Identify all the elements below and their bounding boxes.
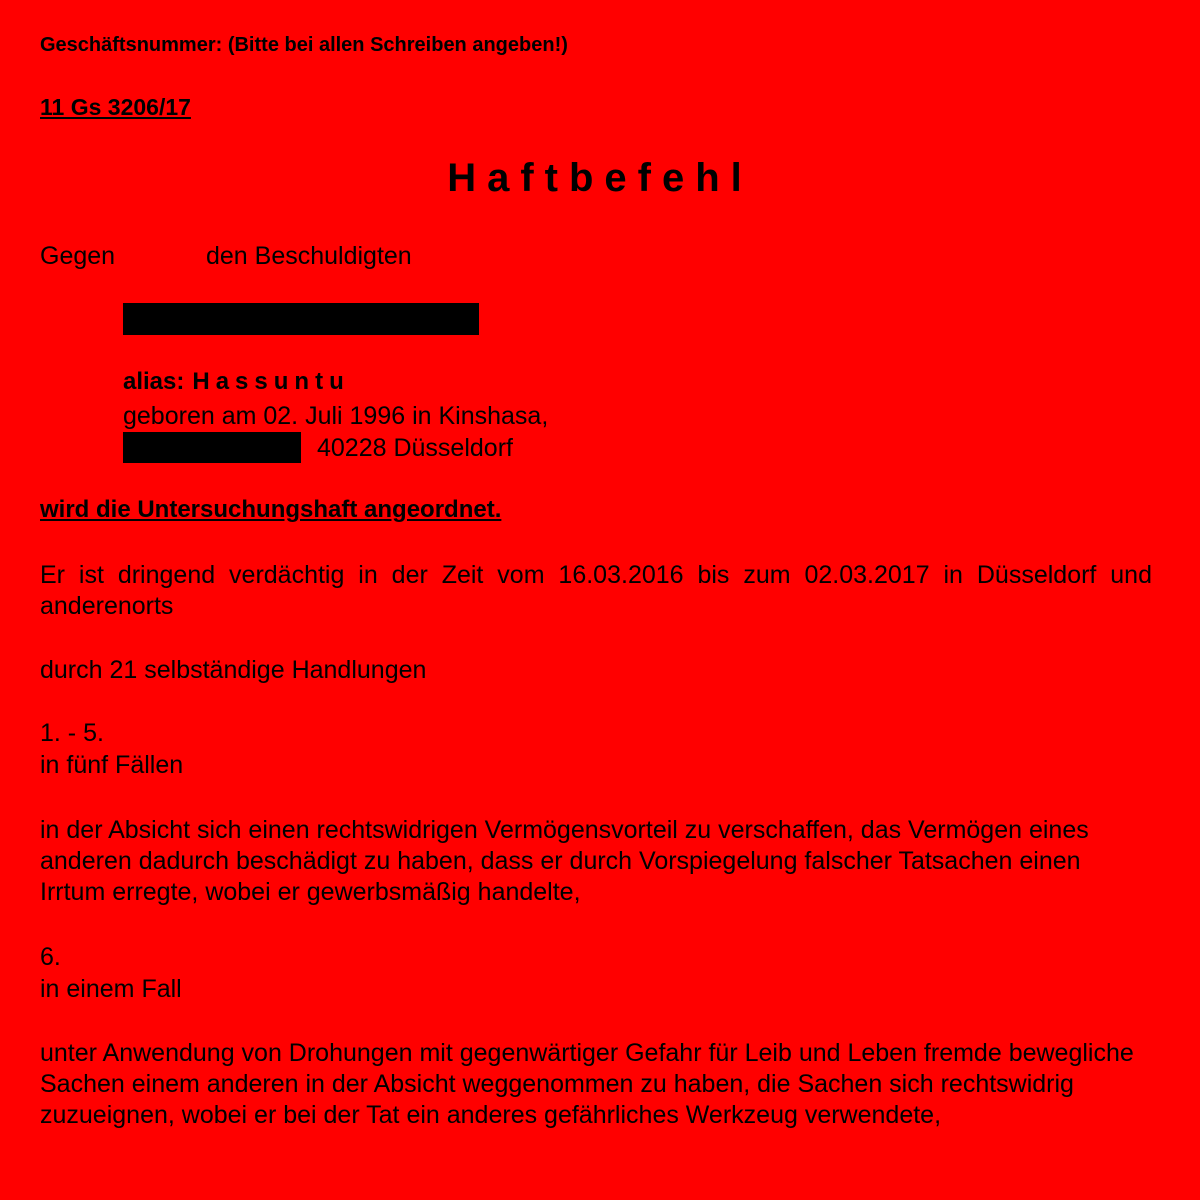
case-number: 11 Gs 3206/17: [40, 94, 191, 120]
alias-label: alias:: [123, 368, 185, 395]
alias-row: [123, 368, 350, 396]
birth-info: geboren am 02. Juli 1996 in Kinshasa,: [123, 402, 549, 430]
against-label: Gegen: [40, 242, 116, 270]
address-city: 40228 Düsseldorf: [317, 434, 513, 462]
count1-number: 1. - 5.: [40, 719, 104, 747]
count1-cases: in fünf Fällen: [40, 751, 184, 779]
alias-value: Hassuntu: [192, 368, 350, 395]
count2-text: unter Anwendung von Drohungen mit gegenwärtiger Gefahr für Leib und Leben fremde bewegliche Sachen einem anderen in der Absicht weggenommen zu haben, die Sachen sich rechtswidrig zuzueignen, wobei er bei der Tat ein anderes gefährliches Werkzeug verwendete,: [40, 1039, 1134, 1129]
acts-paragraph: durch 21 selbständige Handlungen: [40, 656, 427, 684]
count1-text: in der Absicht sich einen rechtswidrigen Vermögensvorteil zu verschaffen, das Vermögen eines anderen dadurch beschädigt zu haben, dass er durch Vorspiegelung falscher Tatsachen einen Irrtum erregte, wobei er gewerbsmäßig handelte,: [40, 816, 1089, 906]
count2-number: 6.: [40, 943, 61, 971]
custody-order: wird die Untersuchungshaft angeordnet.: [40, 496, 502, 523]
redacted-address-bar: [123, 432, 301, 463]
suspicion-paragraph: Er ist dringend verdächtig in der Zeit vom 16.03.2016 bis zum 02.03.2017 in Düsseldorf und anderenorts: [40, 561, 1152, 620]
document-title: Haftbefehl: [447, 156, 753, 200]
redacted-name-bar: [123, 303, 479, 335]
count2-cases: in einem Fall: [40, 975, 182, 1003]
reference-label: Geschäftsnummer: (Bitte bei allen Schreiben angeben!): [40, 34, 568, 56]
defendant-label: den Beschuldigten: [206, 242, 412, 270]
